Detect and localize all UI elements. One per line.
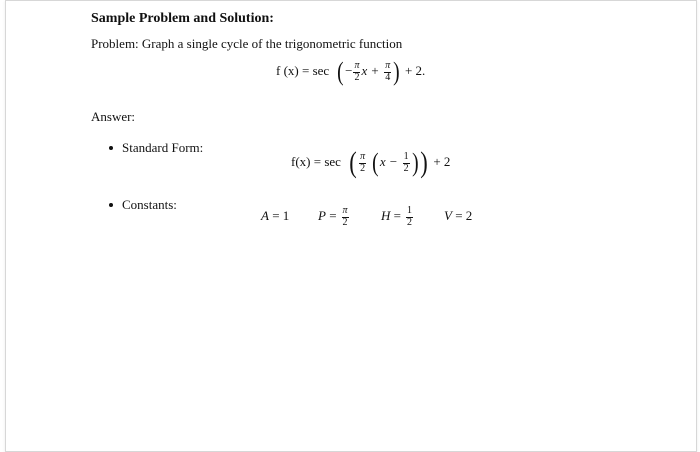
standard-form-equation: [291, 148, 450, 178]
outer-left-paren: (: [349, 146, 357, 179]
bullet-dot: [109, 146, 113, 150]
equation-tail: + 2: [433, 153, 451, 169]
constant-p: P = $\frac{\pi}{2}$: [318, 205, 348, 228]
fraction-one-half: $\frac{1}{2}$: [403, 151, 409, 174]
right-paren: ): [393, 57, 400, 86]
constant-h: H = $\frac{1}{2}$: [381, 205, 412, 228]
equation-lhs: f (x) = sec: [276, 62, 330, 78]
minus-sign: −: [345, 62, 353, 78]
x-plus: x +: [361, 62, 380, 78]
outer-right-paren: ): [420, 146, 429, 179]
inner-left-paren: (: [372, 148, 379, 177]
fraction-pi-over-2: $\frac{\pi}{2}$: [342, 205, 348, 228]
inner-right-paren: ): [411, 148, 419, 177]
bullet-dot: [109, 203, 113, 207]
constant-v: V = 2: [444, 208, 473, 223]
bullet-label: Standard Form:: [122, 140, 204, 155]
document-page: [5, 0, 697, 452]
answer-label: Answer:: [91, 109, 136, 124]
fraction-pi-over-2: $\frac{\pi}{2}$: [360, 151, 366, 174]
equation-lhs: f(x) = sec: [291, 153, 341, 169]
section-title: Sample Problem and Solution:: [91, 11, 274, 26]
fraction-one-half: $\frac{1}{2}$: [406, 205, 412, 228]
x-minus: x −: [379, 153, 398, 169]
constant-a: A = 1: [261, 208, 290, 223]
problem-statement: Problem: Graph a single cycle of the trigonometric function: [91, 36, 403, 51]
bullet-constants: [109, 197, 177, 213]
left-paren: (: [337, 57, 345, 86]
fraction-pi-over-2: $\frac{\pi}{2}$: [354, 60, 360, 83]
equation-tail: + 2.: [404, 62, 426, 78]
bullet-standard-form: [109, 140, 203, 156]
bullet-label: Constants:: [122, 197, 177, 212]
fraction-pi-over-4: $\frac{\pi}{4}$: [385, 60, 391, 83]
problem-equation: [276, 59, 425, 85]
